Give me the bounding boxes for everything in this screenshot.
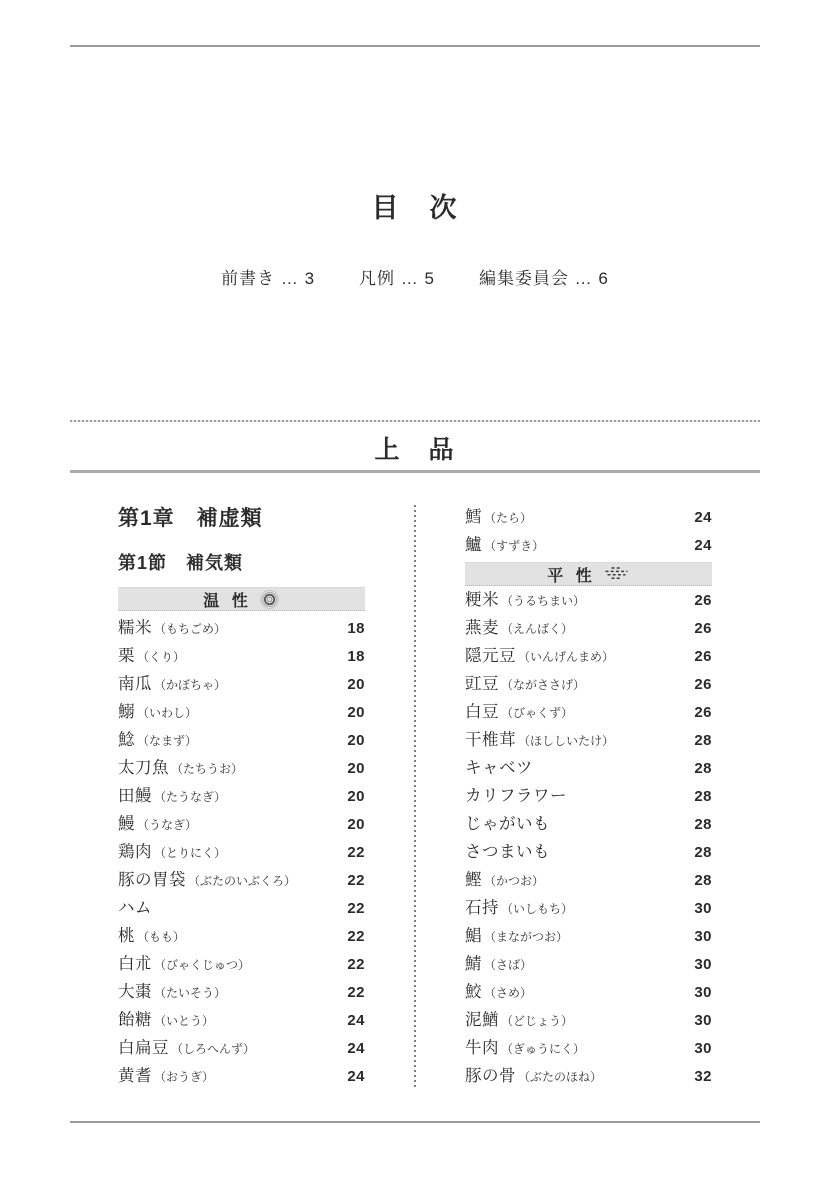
entry-reading: （しろへんず） xyxy=(171,1042,256,1056)
entry-name: 鯰 xyxy=(118,731,135,749)
entry-reading: （おうぎ） xyxy=(154,1070,215,1084)
toc-entry-row xyxy=(465,1062,712,1090)
entry-page-number: 28 xyxy=(694,732,712,749)
toc-entry-row xyxy=(465,950,712,978)
entry-reading: （いんげんまめ） xyxy=(518,650,615,664)
entry-page-number: 20 xyxy=(347,816,365,833)
entry-name: 豚の骨 xyxy=(465,1067,516,1085)
entry-name: カリフラワー xyxy=(465,787,567,805)
toc-entry-row xyxy=(118,978,365,1006)
warm-entry-list xyxy=(118,614,365,1090)
entry-page-number: 30 xyxy=(694,984,712,1001)
entry-name: 鶏肉 xyxy=(118,843,152,861)
toc-entry-row xyxy=(465,1006,712,1034)
entry-reading: （えんばく） xyxy=(501,622,574,636)
top-horizontal-rule xyxy=(70,45,760,47)
entry-name: 鰻 xyxy=(118,815,135,833)
entry-page-number: 28 xyxy=(694,788,712,805)
front-matter-item-legend: 凡例 … 5 xyxy=(359,269,435,288)
entry-name: 栗 xyxy=(118,647,135,665)
front-matter-item-preface: 前書き … 3 xyxy=(221,269,316,288)
toc-entry-row xyxy=(465,894,712,922)
entry-reading: （いしもち） xyxy=(501,902,574,916)
entry-page-number: 22 xyxy=(347,844,365,861)
entry-name: 鱈 xyxy=(465,508,482,526)
category-bar-neutral xyxy=(465,562,712,586)
entry-reading: （さば） xyxy=(484,958,533,972)
entry-page-number: 20 xyxy=(347,760,365,777)
toc-entry-row xyxy=(465,531,712,559)
part-divider-bottom-line xyxy=(70,470,760,473)
entry-page-number: 26 xyxy=(694,592,712,609)
toc-entry-row xyxy=(118,754,365,782)
toc-entry-row xyxy=(465,782,712,810)
entry-page-number: 26 xyxy=(694,704,712,721)
entry-name: 隠元豆 xyxy=(465,647,516,665)
toc-entry-row xyxy=(465,754,712,782)
toc-entry-row xyxy=(465,726,712,754)
entry-page-number: 24 xyxy=(694,509,712,526)
concentric-circles-icon xyxy=(259,589,280,610)
entry-name: 泥鰌 xyxy=(465,1011,499,1029)
entry-reading: （うるちまい） xyxy=(501,594,586,608)
toc-entry-row xyxy=(118,810,365,838)
entry-reading: （かぼちゃ） xyxy=(154,678,227,692)
entry-reading: （もも） xyxy=(137,930,186,944)
entry-name: 干椎茸 xyxy=(465,731,516,749)
entry-reading: （どじょう） xyxy=(501,1014,574,1028)
entry-page-number: 28 xyxy=(694,872,712,889)
entry-page-number: 22 xyxy=(347,984,365,1001)
entry-name: 田鰻 xyxy=(118,787,152,805)
toc-entry-row xyxy=(465,586,712,614)
entry-page-number: 30 xyxy=(694,1040,712,1057)
toc-entry-row xyxy=(118,614,365,642)
entry-page-number: 26 xyxy=(694,648,712,665)
entry-page-number: 22 xyxy=(347,872,365,889)
entry-page-number: 30 xyxy=(694,1012,712,1029)
entry-name: 大棗 xyxy=(118,983,152,1001)
section-heading: 第1節 補気類 xyxy=(118,553,244,573)
entry-name: 南瓜 xyxy=(118,675,152,693)
toc-entry-row xyxy=(118,1062,365,1090)
entry-page-number: 26 xyxy=(694,676,712,693)
entry-page-number: 24 xyxy=(347,1068,365,1085)
entry-name: 白扁豆 xyxy=(118,1039,169,1057)
entry-page-number: 24 xyxy=(694,537,712,554)
entry-page-number: 20 xyxy=(347,704,365,721)
entry-page-number: 28 xyxy=(694,760,712,777)
entry-page-number: 18 xyxy=(347,648,365,665)
entry-page-number: 24 xyxy=(347,1040,365,1057)
part-title: 上 品 xyxy=(374,436,456,464)
entry-reading: （うなぎ） xyxy=(137,818,198,832)
category-label: 温 性 xyxy=(203,592,252,610)
toc-entry-row xyxy=(465,614,712,642)
entry-page-number: 22 xyxy=(347,900,365,917)
entry-name: 鮫 xyxy=(465,983,482,1001)
entry-page-number: 30 xyxy=(694,928,712,945)
toc-entry-row xyxy=(465,503,712,531)
entry-name: 白朮 xyxy=(118,955,152,973)
toc-entry-row xyxy=(118,1034,365,1062)
entry-name: 鯖 xyxy=(465,955,482,973)
entry-name: 黄耆 xyxy=(118,1067,152,1085)
entry-page-number: 18 xyxy=(347,620,365,637)
entry-name: 鯧 xyxy=(465,927,482,945)
toc-entry-row xyxy=(465,1034,712,1062)
toc-entry-row xyxy=(465,698,712,726)
entry-reading: （びゃくじゅつ） xyxy=(154,958,251,972)
entry-name: じゃがいも xyxy=(465,815,550,833)
entry-page-number: 20 xyxy=(347,788,365,805)
toc-entry-row xyxy=(118,950,365,978)
entry-page-number: 30 xyxy=(694,900,712,917)
entry-page-number: 30 xyxy=(694,956,712,973)
entry-reading: （ぶたのいぶくろ） xyxy=(188,874,297,888)
part-divider-top-line xyxy=(70,420,760,422)
entry-page-number: 26 xyxy=(694,620,712,637)
entry-reading: （たら） xyxy=(484,511,533,525)
entry-name: キャベツ xyxy=(465,759,533,777)
entry-reading: （すずき） xyxy=(484,539,545,553)
category-bar-warm xyxy=(118,587,365,611)
entry-reading: （たいそう） xyxy=(154,986,227,1000)
toc-entry-row xyxy=(465,838,712,866)
entry-reading: （ながささげ） xyxy=(501,678,586,692)
front-matter-links xyxy=(0,264,830,289)
entry-name: 鰯 xyxy=(118,703,135,721)
front-matter-item-editorial-board: 編集委員会 … 6 xyxy=(478,269,609,288)
page-title: 目 次 xyxy=(371,193,459,223)
entry-reading: （ほししいたけ） xyxy=(518,734,615,748)
entry-name: ハム xyxy=(118,899,152,917)
toc-entry-row xyxy=(465,922,712,950)
column-dotted-divider xyxy=(414,505,416,1090)
entry-reading: （まながつお） xyxy=(484,930,569,944)
entry-reading: （なまず） xyxy=(137,734,198,748)
entry-name: 桃 xyxy=(118,927,135,945)
toc-entry-row xyxy=(118,670,365,698)
toc-entry-row xyxy=(118,726,365,754)
left-column xyxy=(118,505,365,1090)
toc-entry-row xyxy=(465,866,712,894)
entry-page-number: 22 xyxy=(347,928,365,945)
entry-name: 粳米 xyxy=(465,591,499,609)
entry-page-number: 20 xyxy=(347,676,365,693)
toc-entry-row xyxy=(118,894,365,922)
entry-reading: （いわし） xyxy=(137,706,198,720)
toc-entry-row xyxy=(465,810,712,838)
entry-name: 燕麦 xyxy=(465,619,499,637)
neutral-entry-list xyxy=(465,586,712,1090)
entry-reading: （もちごめ） xyxy=(154,622,227,636)
entry-reading: （びゃくず） xyxy=(501,706,574,720)
toc-entry-row xyxy=(118,642,365,670)
category-label: 平 性 xyxy=(547,567,596,585)
entry-name: 豚の胃袋 xyxy=(118,871,186,889)
toc-entry-row xyxy=(118,838,365,866)
toc-entry-row xyxy=(465,978,712,1006)
right-column xyxy=(465,503,712,1090)
entry-page-number: 24 xyxy=(347,1012,365,1029)
entry-reading: （とりにく） xyxy=(154,846,227,860)
entry-page-number: 20 xyxy=(347,732,365,749)
entry-page-number: 32 xyxy=(694,1068,712,1085)
entry-reading: （いとう） xyxy=(154,1014,215,1028)
entry-reading: （さめ） xyxy=(484,986,533,1000)
entry-page-number: 28 xyxy=(694,844,712,861)
entry-name: さつまいも xyxy=(465,843,550,861)
toc-entry-row xyxy=(118,922,365,950)
warm-entry-list-continued xyxy=(465,503,712,559)
entry-reading: （たちうお） xyxy=(171,762,244,776)
toc-entry-row xyxy=(118,782,365,810)
toc-entry-row xyxy=(118,1006,365,1034)
toc-entry-row xyxy=(465,642,712,670)
entry-reading: （たうなぎ） xyxy=(154,790,227,804)
entry-page-number: 22 xyxy=(347,956,365,973)
entry-reading: （くり） xyxy=(137,650,186,664)
chapter-heading: 第1章 補虚類 xyxy=(118,507,263,530)
entry-name: 太刀魚 xyxy=(118,759,169,777)
entry-name: 飴糖 xyxy=(118,1011,152,1029)
toc-entry-row xyxy=(118,866,365,894)
entry-reading: （ぶたのほね） xyxy=(518,1070,603,1084)
entry-name: 牛肉 xyxy=(465,1039,499,1057)
entry-name: 豇豆 xyxy=(465,675,499,693)
entry-name: 糯米 xyxy=(118,619,152,637)
toc-entry-row xyxy=(465,670,712,698)
entry-name: 鱸 xyxy=(465,536,482,554)
heat-haze-waves-icon xyxy=(603,566,630,582)
entry-name: 石持 xyxy=(465,899,499,917)
entry-page-number: 28 xyxy=(694,816,712,833)
bottom-horizontal-rule xyxy=(70,1121,760,1123)
entry-name: 白豆 xyxy=(465,703,499,721)
entry-reading: （ぎゅうにく） xyxy=(501,1042,586,1056)
entry-name: 鰹 xyxy=(465,871,482,889)
toc-entry-row xyxy=(118,698,365,726)
entry-reading: （かつお） xyxy=(484,874,545,888)
